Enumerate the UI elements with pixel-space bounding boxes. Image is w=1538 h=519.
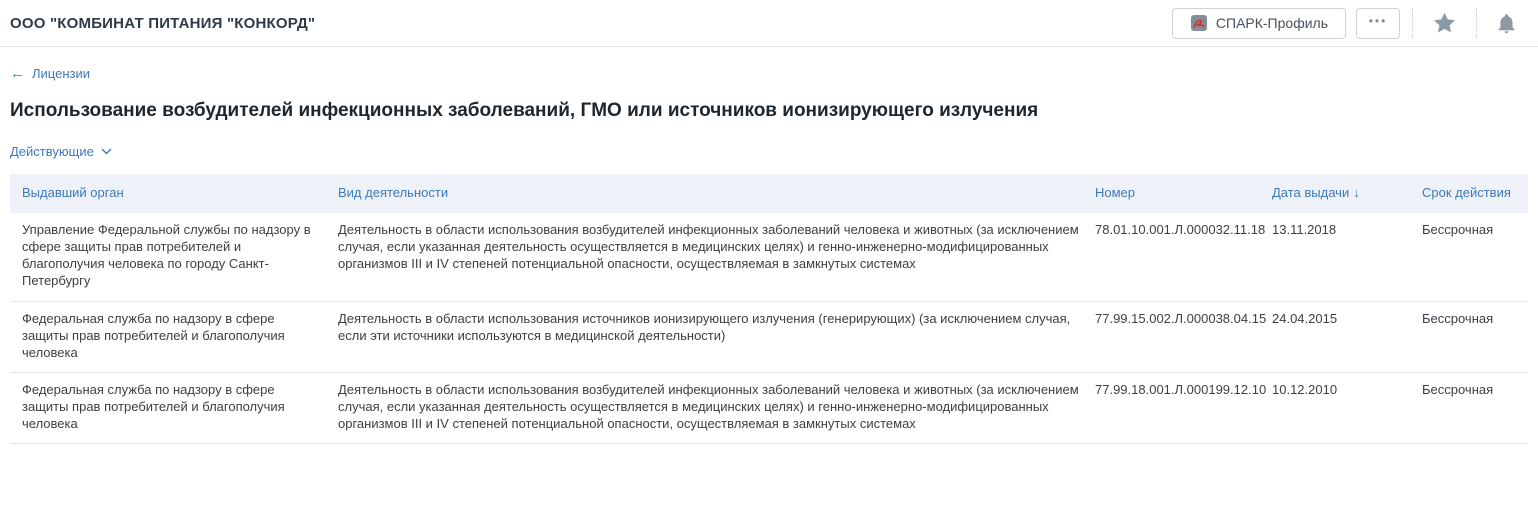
licenses-table: [10, 174, 1528, 444]
top-bar-actions: [1172, 8, 1524, 39]
cell-issue-date: 13.11.2018: [1272, 221, 1337, 237]
cell-issue-date: 10.12.2010: [1272, 381, 1338, 397]
divider: [1412, 8, 1413, 38]
notifications-bell-button[interactable]: [1489, 10, 1524, 37]
cell-number: 78.01.10.001.Л.000032.11.18: [1095, 221, 1266, 237]
bell-icon: [1495, 12, 1518, 35]
spark-profile-button[interactable]: [1172, 8, 1346, 39]
cell-number: 77.99.18.001.Л.000199.12.10: [1095, 381, 1267, 397]
cell-validity: Бессрочная: [1422, 381, 1494, 397]
cell-issuer: Управление Федеральной службы по надзору в сфере защиты прав потребителей и благополучия человека по городу Санкт-Петербургу: [22, 221, 311, 289]
column-header-issuer[interactable]: Выдавший орган: [22, 185, 124, 200]
back-arrow-icon: ←: [10, 65, 25, 82]
cell-validity: Бессрочная: [1422, 310, 1494, 326]
top-bar: [0, 0, 1538, 47]
column-header-activity[interactable]: Вид деятельности: [338, 185, 449, 200]
more-actions-button[interactable]: [1356, 8, 1400, 39]
table-header-row: [10, 174, 1528, 213]
back-link-licenses[interactable]: [10, 66, 90, 81]
issue-date-header-label: Дата выдачи: [1272, 185, 1350, 200]
pdf-icon: [1190, 14, 1208, 32]
cell-number: 77.99.15.002.Л.000038.04.15: [1095, 310, 1267, 326]
cell-activity: Деятельность в области использования возбудителей инфекционных заболеваний человека и животных (за исключением случая, если указанная деятельность осуществляется в медицинских целях) и генно-инженерно-модифицированных организмов III и IV степеней потенциальной опасности, осуществляемая в замкнутых системах: [338, 381, 1079, 432]
sort-desc-icon: ↓: [1353, 185, 1360, 200]
company-name: ООО "КОМБИНАТ ПИТАНИЯ "КОНКОРД": [10, 14, 316, 32]
column-header-validity[interactable]: Срок действия: [1422, 185, 1511, 200]
back-link-label: Лицензии: [32, 66, 90, 81]
status-filter-value: Действующие: [10, 144, 94, 159]
cell-issuer: Федеральная служба по надзору в сфере защиты прав потребителей и благополучия человека: [22, 310, 285, 360]
cell-activity: Деятельность в области использования возбудителей инфекционных заболеваний человека и животных (за исключением случая, если указанная деятельность осуществляется в медицинских целях) и генно-инженерно-модифицированных организмов III и IV степеней потенциальной опасности, осуществляемая в замкнутых системах: [338, 221, 1079, 272]
favorite-star-button[interactable]: [1425, 8, 1464, 38]
table-row: [10, 373, 1528, 444]
divider: [1476, 8, 1477, 38]
star-icon: [1431, 10, 1458, 36]
cell-validity: Бессрочная: [1422, 221, 1494, 237]
ellipsis-icon: •••: [1368, 14, 1388, 28]
cell-activity: Деятельность в области использования источников ионизирующего излучения (генерирующих) (за исключением случая, если эти источники используются в медицинской деятельности): [338, 310, 1071, 343]
cell-issuer: Федеральная служба по надзору в сфере защиты прав потребителей и благополучия человека: [22, 381, 285, 432]
chevron-down-icon: [101, 148, 112, 155]
table-row: [10, 302, 1528, 373]
spark-profile-label: СПАРК-Профиль: [1215, 15, 1328, 31]
column-header-number[interactable]: Номер: [1095, 185, 1136, 200]
cell-issue-date: 24.04.2015: [1272, 310, 1338, 326]
table-row: [10, 213, 1528, 302]
page-title: Использование возбудителей инфекционных заболеваний, ГМО или источников ионизирующего излучения: [10, 100, 1039, 121]
status-filter-dropdown[interactable]: [10, 144, 112, 159]
column-header-issue-date[interactable]: [1272, 174, 1422, 213]
